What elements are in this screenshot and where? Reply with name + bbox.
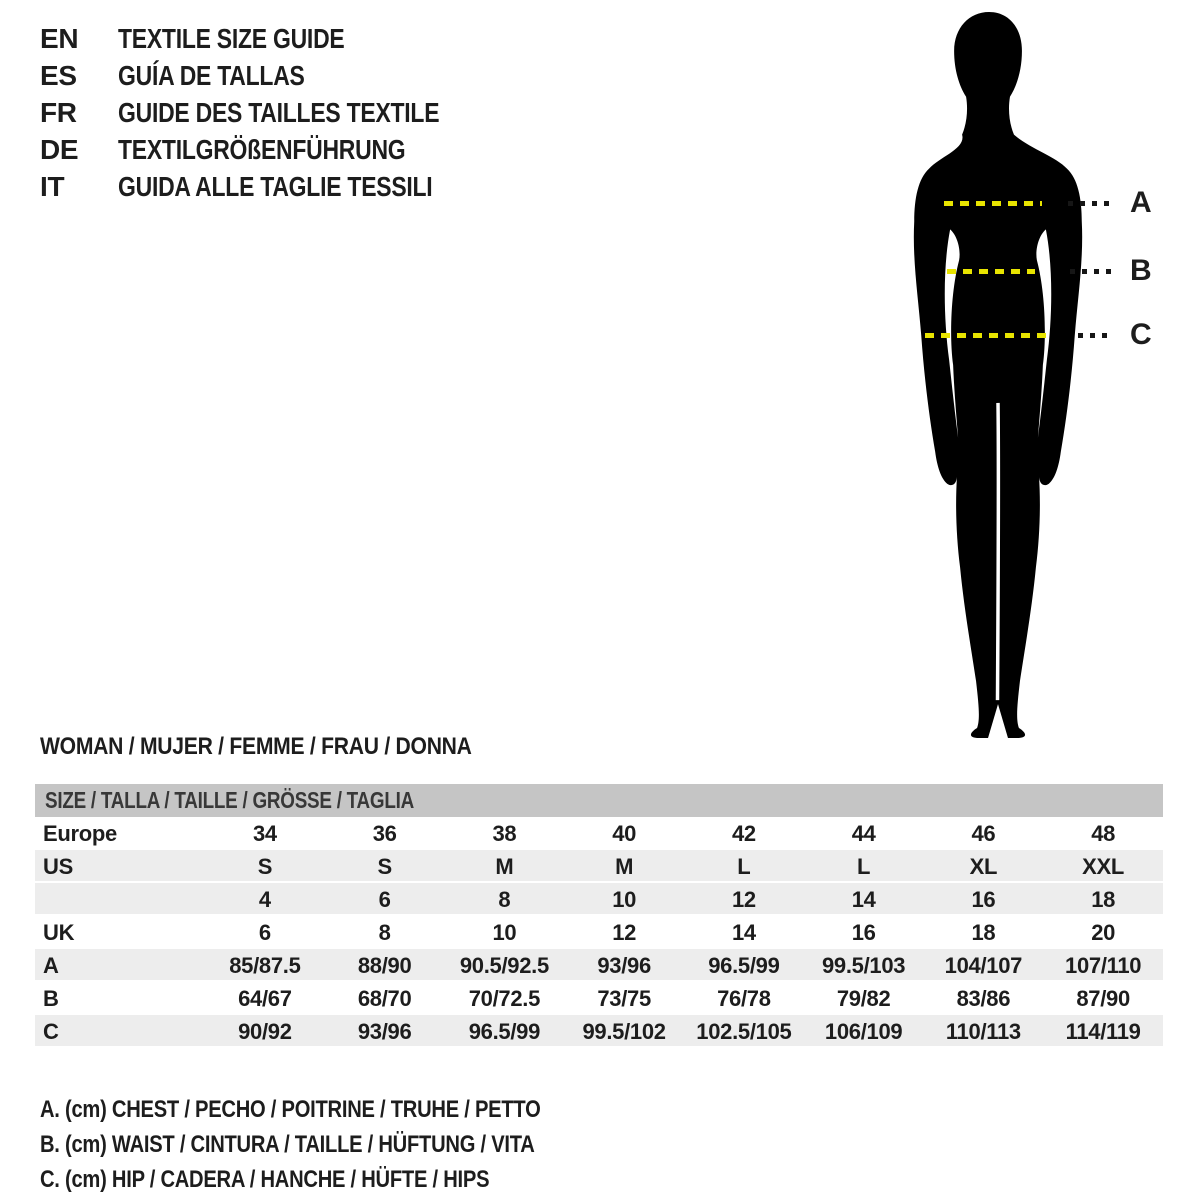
cell: 8 — [498, 886, 511, 912]
cell: 12 — [731, 886, 756, 912]
cell: 99.5/102 — [582, 1018, 666, 1044]
cell: 6 — [258, 919, 271, 945]
title-text: TEXTILGRÖßENFÜHRUNG — [118, 133, 406, 165]
cell: 83/86 — [956, 985, 1011, 1011]
waist-dash-line — [947, 269, 1035, 274]
cell: L — [737, 853, 751, 879]
cell: 14 — [851, 886, 876, 912]
chest-leader-line — [1068, 201, 1114, 206]
woman-silhouette-icon — [900, 6, 1096, 738]
table-row-europe — [35, 817, 1163, 850]
cell: 99.5/103 — [822, 952, 906, 978]
cell: M — [495, 853, 514, 879]
legend-text: C. (cm) HIP / CADERA / HANCHE / HÜFTE / HIPS — [40, 1165, 490, 1193]
hip-dash-line — [925, 333, 1049, 338]
label-C: C — [1130, 318, 1152, 351]
lang-code: DE — [40, 133, 79, 165]
cell: 114/119 — [1065, 1018, 1141, 1044]
measurement-legend — [40, 1092, 636, 1197]
cell: 4 — [258, 886, 271, 912]
cell: 64/67 — [238, 985, 292, 1011]
cell: S — [257, 853, 273, 879]
cell: 12 — [612, 919, 637, 945]
lang-code: EN — [40, 22, 79, 54]
cell: 88/90 — [357, 952, 412, 978]
row-label: US — [43, 853, 73, 879]
label-A: A — [1130, 186, 1152, 219]
cell: 96.5/99 — [708, 952, 780, 978]
cell: 48 — [1091, 820, 1116, 846]
table-row-waist-b — [35, 982, 1163, 1015]
cell: 44 — [851, 820, 876, 846]
title-row-it — [40, 168, 510, 205]
size-table — [35, 784, 1163, 1048]
cell: 96.5/99 — [468, 1018, 541, 1044]
cell: 106/109 — [824, 1018, 903, 1044]
cell: 87/90 — [1076, 985, 1130, 1011]
cell: 10 — [492, 919, 517, 945]
hip-leader-line — [1078, 333, 1114, 338]
title-row-es — [40, 57, 510, 94]
legend-row-waist — [40, 1127, 636, 1162]
title-row-fr — [40, 94, 510, 131]
title-text: GUÍA DE TALLAS — [118, 59, 305, 91]
measurement-figure — [900, 6, 1096, 738]
cell: 10 — [612, 886, 637, 912]
cell: L — [857, 853, 871, 879]
section-title — [40, 733, 531, 761]
cell: 6 — [378, 886, 391, 912]
cell: 8 — [378, 919, 391, 945]
cell: 38 — [492, 820, 517, 846]
waist-leader-line — [1070, 269, 1114, 274]
title-text: GUIDE DES TAILLES TEXTILE — [118, 96, 440, 128]
cell: 90.5/92.5 — [459, 952, 549, 978]
table-row-hip-c — [35, 1015, 1163, 1048]
row-label: UK — [43, 919, 75, 945]
table-row-uk — [35, 916, 1163, 949]
title-row-en — [40, 20, 510, 57]
cell: 40 — [612, 820, 637, 846]
cell: 70/72.5 — [468, 985, 541, 1011]
cell: 90/92 — [238, 1018, 292, 1044]
legend-row-hip — [40, 1162, 636, 1197]
legend-text: B. (cm) WAIST / CINTURA / TAILLE / HÜFTUNG / VITA — [40, 1130, 535, 1158]
cell: 93/96 — [597, 952, 651, 978]
cell: XXL — [1082, 853, 1125, 879]
size-table-header-text: SIZE / TALLA / TAILLE / GRÖSSE / TAGLIA — [45, 787, 414, 813]
size-table-header — [35, 784, 1163, 817]
cell: 18 — [971, 919, 996, 945]
cell: 36 — [372, 820, 397, 846]
label-B: B — [1130, 254, 1152, 287]
cell: 93/96 — [357, 1018, 412, 1044]
lang-code: ES — [40, 59, 77, 91]
row-label: B — [43, 985, 59, 1011]
cell: 85/87.5 — [229, 952, 301, 978]
cell: 107/110 — [1065, 952, 1142, 978]
row-label: C — [43, 1018, 59, 1044]
cell: S — [377, 853, 392, 879]
chest-dash-line — [944, 201, 1042, 206]
cell: 34 — [252, 820, 277, 846]
table-row-us-numeric — [35, 883, 1163, 916]
language-title-block — [40, 20, 510, 205]
row-label: Europe — [43, 820, 117, 846]
cell: 16 — [971, 886, 996, 912]
lang-code: IT — [40, 170, 65, 202]
cell: 42 — [731, 820, 756, 846]
cell: 46 — [971, 820, 996, 846]
cell: 20 — [1091, 919, 1116, 945]
title-text: TEXTILE SIZE GUIDE — [118, 22, 345, 54]
legend-row-chest — [40, 1092, 636, 1127]
cell: 16 — [851, 919, 876, 945]
cell: 18 — [1091, 886, 1116, 912]
cell: 73/75 — [597, 985, 651, 1011]
cell: 104/107 — [944, 952, 1023, 978]
legend-text: A. (cm) CHEST / PECHO / POITRINE / TRUHE / PETTO — [40, 1095, 541, 1123]
cell: 79/82 — [836, 985, 891, 1011]
title-row-de — [40, 131, 510, 168]
cell: XL — [969, 853, 998, 879]
cell: 102.5/105 — [696, 1018, 792, 1044]
section-title-text: WOMAN / MUJER / FEMME / FRAU / DONNA — [40, 733, 472, 760]
cell: 14 — [731, 919, 756, 945]
cell: 76/78 — [717, 985, 771, 1011]
table-row-chest-a — [35, 949, 1163, 982]
cell: 68/70 — [357, 985, 412, 1011]
row-label: A — [43, 952, 59, 978]
cell: 110/113 — [945, 1018, 1021, 1044]
cell: M — [615, 853, 634, 879]
title-text: GUIDA ALLE TAGLIE TESSILI — [118, 170, 433, 202]
table-row-us-letters — [35, 850, 1163, 883]
lang-code: FR — [40, 96, 77, 128]
